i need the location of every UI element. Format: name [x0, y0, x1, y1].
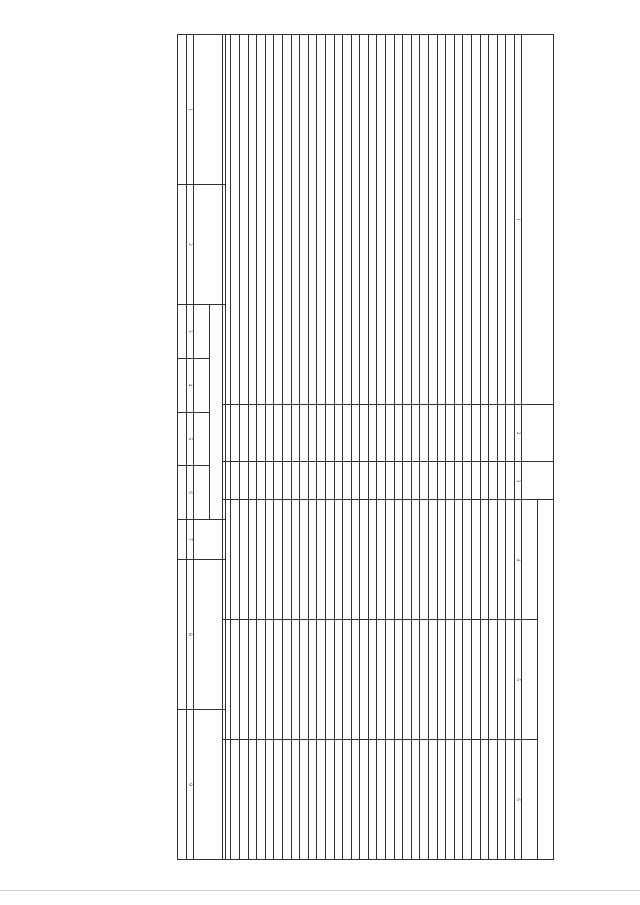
value-period-1 [248, 500, 257, 620]
row-name [480, 35, 489, 405]
value-period-3 [231, 740, 240, 860]
value-period-2 [454, 620, 463, 740]
header-period-1 [522, 500, 538, 620]
row-code [454, 404, 463, 462]
table-body [222, 35, 514, 860]
value-period-1 [420, 500, 429, 620]
column-number: 5 [187, 412, 194, 466]
value-period-3 [437, 740, 446, 860]
row-number [300, 462, 309, 500]
value-period-2 [472, 620, 481, 740]
value-period-1 [394, 500, 403, 620]
row-name [308, 35, 317, 405]
table-row [248, 35, 257, 860]
row-code [472, 404, 481, 462]
value-period-1 [325, 500, 334, 620]
value-period-1 [489, 500, 498, 620]
row-number [325, 462, 334, 500]
header-row [522, 462, 554, 500]
value-period-1 [265, 500, 274, 620]
column-number-row [515, 35, 522, 860]
row-name [506, 35, 515, 405]
column-number: 9 [187, 710, 194, 860]
value-period-2 [480, 620, 489, 740]
row-name [248, 35, 257, 405]
column-number: 8 [187, 560, 194, 710]
table-row [240, 35, 249, 860]
value-period-3 [334, 740, 343, 860]
row-code [274, 404, 283, 462]
table-row [489, 35, 498, 860]
row-number [472, 462, 481, 500]
row-number [386, 462, 395, 500]
row-name [325, 35, 334, 405]
value-period-2 [274, 620, 283, 740]
value-period-2 [386, 620, 395, 740]
value-period-3 [265, 740, 274, 860]
header-period-2 [522, 620, 538, 740]
row-name [343, 35, 352, 405]
table-row [274, 35, 283, 860]
value-period-1 [240, 500, 249, 620]
table-row [265, 35, 274, 860]
row-code [394, 404, 403, 462]
row-name [240, 35, 249, 405]
row-code [368, 404, 377, 462]
value-period-3 [248, 740, 257, 860]
cell [178, 710, 187, 860]
value-period-2 [240, 620, 249, 740]
row-name [497, 35, 506, 405]
row-code [178, 520, 187, 560]
value-period-1 [437, 500, 446, 620]
header-subsidy-name [194, 35, 226, 185]
value-period-1 [317, 500, 326, 620]
row-name [403, 35, 412, 405]
header-period-2 [194, 710, 226, 860]
rotated-document [38, 18, 598, 880]
value-period-3 [429, 740, 438, 860]
row-name [446, 35, 455, 405]
value-period-3 [489, 740, 498, 860]
cell [178, 466, 187, 520]
row-name [282, 35, 291, 405]
table-row [480, 35, 489, 860]
row-number [420, 462, 429, 500]
table-row [437, 35, 446, 860]
column-number: 2 [187, 185, 194, 305]
value-period-2 [300, 620, 309, 740]
row-number [411, 462, 420, 500]
value-period-1 [386, 500, 395, 620]
value-period-2 [394, 620, 403, 740]
value-period-2 [403, 620, 412, 740]
value-period-2 [291, 620, 300, 740]
value-period-1 [343, 500, 352, 620]
value-period-3 [257, 740, 266, 860]
row-code [489, 404, 498, 462]
value-period-1 [231, 500, 240, 620]
header-row-code [194, 520, 226, 560]
row-name [377, 35, 386, 405]
value-period-3 [403, 740, 412, 860]
row-code [325, 404, 334, 462]
row-number [463, 462, 472, 500]
row-number [308, 462, 317, 500]
row-code [343, 404, 352, 462]
row-number [368, 462, 377, 500]
value-period-2 [497, 620, 506, 740]
row-number [282, 462, 291, 500]
value-period-2 [343, 620, 352, 740]
row-number [343, 462, 352, 500]
value-period-1 [403, 500, 412, 620]
row-name [265, 35, 274, 405]
table-row [282, 35, 291, 860]
row-name [420, 35, 429, 405]
row-code [240, 404, 249, 462]
table-row [446, 35, 455, 860]
value-period-2 [360, 620, 369, 740]
row-number [360, 462, 369, 500]
value-period-2 [351, 620, 360, 740]
row-code [265, 404, 274, 462]
header-name [522, 35, 554, 405]
value-period-3 [368, 740, 377, 860]
value-period-3 [386, 740, 395, 860]
value-period-1 [480, 500, 489, 620]
row-name [463, 35, 472, 405]
value-period-1 [308, 500, 317, 620]
table-row [454, 35, 463, 860]
column-number: 3 [187, 305, 194, 359]
header-subsidy-type [194, 185, 226, 305]
value-period-1 [368, 500, 377, 620]
row-code [300, 404, 309, 462]
value-period-2 [437, 620, 446, 740]
row-code [360, 404, 369, 462]
row-code [497, 404, 506, 462]
table-row [386, 35, 395, 860]
column-number: 4 [515, 500, 522, 620]
value-period-3 [274, 740, 283, 860]
value-period-2 [265, 620, 274, 740]
table2-header-row [210, 35, 226, 860]
row-name [300, 35, 309, 405]
row-number [240, 462, 249, 500]
table-row [377, 35, 386, 860]
row-name [351, 35, 360, 405]
row-number [506, 462, 515, 500]
table2-column-number-row [187, 35, 194, 860]
row-name [360, 35, 369, 405]
row-number [429, 462, 438, 500]
row-code [411, 404, 420, 462]
table-row [325, 35, 334, 860]
cell [178, 358, 187, 412]
value-period-3 [317, 740, 326, 860]
value-period-3 [300, 740, 309, 860]
value-period-1 [506, 500, 515, 620]
value-period-1 [411, 500, 420, 620]
row-code [403, 404, 412, 462]
header-code [522, 404, 554, 462]
row-number [454, 462, 463, 500]
value-period-1 [360, 500, 369, 620]
row-name [386, 35, 395, 405]
row-number [437, 462, 446, 500]
value-period-2 [231, 620, 240, 740]
row-number [497, 462, 506, 500]
value-period-1 [463, 500, 472, 620]
row-number [489, 462, 498, 500]
column-number: 3 [515, 462, 522, 500]
value-period-3 [325, 740, 334, 860]
table-row [497, 35, 506, 860]
row-number [274, 462, 283, 500]
value-period-3 [394, 740, 403, 860]
value-period-2 [506, 620, 515, 740]
column-number: 5 [515, 620, 522, 740]
row-number [480, 462, 489, 500]
row-code [231, 404, 240, 462]
value-period-3 [446, 740, 455, 860]
table-row [300, 35, 309, 860]
header-results [210, 305, 226, 520]
row-number [351, 462, 360, 500]
table-row [257, 35, 266, 860]
value-period-2 [282, 620, 291, 740]
table-row [403, 35, 412, 860]
row-code [437, 404, 446, 462]
table-row [506, 35, 515, 860]
table-row [420, 35, 429, 860]
header-values [538, 500, 554, 860]
value-period-3 [291, 740, 300, 860]
row-code [334, 404, 343, 462]
budget-allocation-table [222, 34, 554, 860]
table-row [368, 35, 377, 860]
value-period-3 [480, 740, 489, 860]
row-number [291, 462, 300, 500]
value-period-2 [411, 620, 420, 740]
row-name [429, 35, 438, 405]
row-code [386, 404, 395, 462]
row-code [257, 404, 266, 462]
value-period-2 [248, 620, 257, 740]
cell [178, 560, 187, 710]
value-period-2 [489, 620, 498, 740]
row-code [506, 404, 515, 462]
value-period-1 [497, 500, 506, 620]
value-period-3 [377, 740, 386, 860]
value-period-3 [411, 740, 420, 860]
subsidy-results-table [177, 34, 226, 860]
table-row [317, 35, 326, 860]
value-period-1 [429, 500, 438, 620]
table-row [463, 35, 472, 860]
subheader-cell [194, 412, 210, 466]
row-name [291, 35, 300, 405]
value-period-3 [497, 740, 506, 860]
row-name [437, 35, 446, 405]
subheader-cell [194, 358, 210, 412]
value-period-1 [454, 500, 463, 620]
table-row [472, 35, 481, 860]
value-period-2 [257, 620, 266, 740]
value-period-3 [463, 740, 472, 860]
row-number [403, 462, 412, 500]
table-row [334, 35, 343, 860]
value-period-3 [360, 740, 369, 860]
column-number: 6 [187, 466, 194, 520]
column-number: 6 [515, 740, 522, 860]
row-number [446, 462, 455, 500]
value-period-1 [300, 500, 309, 620]
column-number: 1 [187, 35, 194, 185]
value-period-3 [420, 740, 429, 860]
row-code [420, 404, 429, 462]
value-period-3 [454, 740, 463, 860]
subheader-cell [194, 305, 210, 359]
table-row [351, 35, 360, 860]
value-period-1 [472, 500, 481, 620]
value-period-3 [308, 740, 317, 860]
row-code [351, 404, 360, 462]
value-period-3 [351, 740, 360, 860]
table-row [394, 35, 403, 860]
table-row [360, 35, 369, 860]
row-name [317, 35, 326, 405]
row-code [377, 404, 386, 462]
row-code [480, 404, 489, 462]
column-number: 2 [515, 404, 522, 462]
row-number [317, 462, 326, 500]
value-period-2 [420, 620, 429, 740]
row-number [377, 462, 386, 500]
value-period-1 [334, 500, 343, 620]
value-period-1 [351, 500, 360, 620]
row-name [411, 35, 420, 405]
column-number: 1 [515, 35, 522, 405]
scan-edge-bottom [0, 890, 640, 891]
row-number [334, 462, 343, 500]
value-period-3 [506, 740, 515, 860]
row-code [446, 404, 455, 462]
value-period-1 [282, 500, 291, 620]
value-period-1 [257, 500, 266, 620]
row-code [429, 404, 438, 462]
cell [178, 305, 187, 359]
row-code [282, 404, 291, 462]
column-number: 7 [187, 520, 194, 560]
value-period-3 [472, 740, 481, 860]
subheader-cell [194, 466, 210, 520]
row-number [248, 462, 257, 500]
row-name [368, 35, 377, 405]
row-number [231, 462, 240, 500]
value-period-1 [274, 500, 283, 620]
value-period-2 [325, 620, 334, 740]
value-period-2 [377, 620, 386, 740]
column-number: 4 [187, 358, 194, 412]
row-name [334, 35, 343, 405]
row-name [231, 35, 240, 405]
row-name [257, 35, 266, 405]
cell [178, 185, 187, 305]
value-period-2 [368, 620, 377, 740]
value-period-2 [317, 620, 326, 740]
table-row [291, 35, 300, 860]
value-period-3 [282, 740, 291, 860]
value-period-1 [291, 500, 300, 620]
row-name [274, 35, 283, 405]
table-header-row [538, 35, 554, 860]
value-period-2 [308, 620, 317, 740]
table-row [411, 35, 420, 860]
row-name [454, 35, 463, 405]
value-period-2 [334, 620, 343, 740]
header-period-3 [522, 740, 538, 860]
value-period-3 [240, 740, 249, 860]
row-name [472, 35, 481, 405]
value-period-1 [446, 500, 455, 620]
cell [178, 35, 187, 185]
row-number [265, 462, 274, 500]
row-code [308, 404, 317, 462]
table2-data-row [178, 35, 187, 860]
cell [178, 412, 187, 466]
row-name [394, 35, 403, 405]
header-period-1 [194, 560, 226, 710]
row-number [257, 462, 266, 500]
row-code [463, 404, 472, 462]
value-period-2 [463, 620, 472, 740]
table-row [429, 35, 438, 860]
row-code [291, 404, 300, 462]
value-period-2 [429, 620, 438, 740]
table-row [308, 35, 317, 860]
table-row [231, 35, 240, 860]
value-period-3 [343, 740, 352, 860]
row-number [394, 462, 403, 500]
row-code [317, 404, 326, 462]
table-row [343, 35, 352, 860]
row-name [489, 35, 498, 405]
value-period-1 [377, 500, 386, 620]
row-code [248, 404, 257, 462]
value-period-2 [446, 620, 455, 740]
